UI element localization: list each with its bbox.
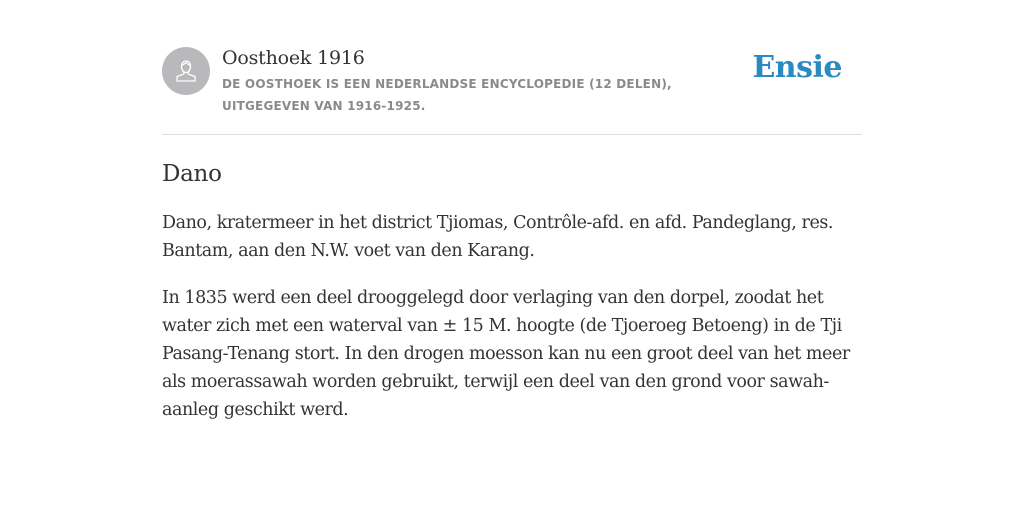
source-header bbox=[162, 44, 862, 135]
source-title[interactable]: Oosthoek 1916 bbox=[222, 47, 365, 69]
source-info bbox=[222, 46, 762, 117]
brand-logo[interactable]: Ensie bbox=[752, 50, 842, 85]
article-card bbox=[162, 44, 862, 424]
source-description: DE OOSTHOEK IS EEN NEDERLANDSE ENCYCLOPEDIE (12 DELEN), UITGEGEVEN VAN 1916-1925. bbox=[222, 77, 672, 113]
article-paragraph: Dano, kratermeer in het district Tjiomas, Contrôle-afd. en afd. Pandeglang, res. Bantam, aan den N.W. voet van den Karang. bbox=[162, 213, 833, 261]
article-paragraph: In 1835 werd een deel drooggelegd door verlaging van den dorpel, zoodat het water zich met een waterval van ± 15 M. hoogte (de Tjoeroeg Betoeng) in de Tji Pasang-Tenang stort. In den drogen moesson kan nu een groot deel van het meer als moerassawah worden gebruikt, terwijl een deel van den grond voor sawah-aanleg geschikt werd. bbox=[162, 288, 850, 420]
article-title: Dano bbox=[162, 161, 222, 187]
source-avatar[interactable] bbox=[162, 47, 210, 95]
user-icon bbox=[172, 57, 200, 85]
